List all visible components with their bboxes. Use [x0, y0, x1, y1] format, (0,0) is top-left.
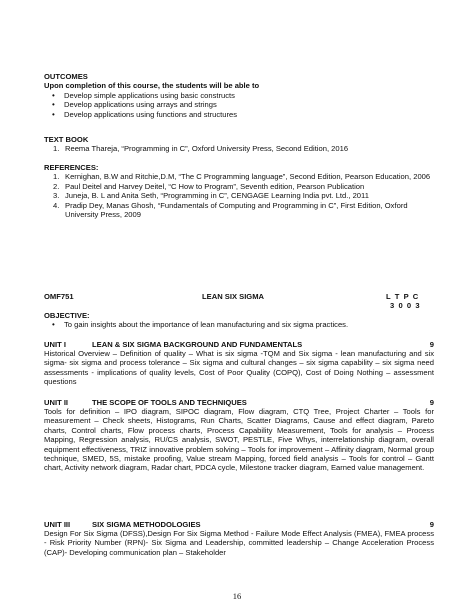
- list-item: [44, 182, 434, 191]
- objective-section: [44, 311, 434, 330]
- list-number: 1.: [53, 144, 60, 154]
- unit-hours: 9: [429, 340, 434, 349]
- outcomes-heading: OUTCOMES: [44, 72, 88, 81]
- list-number: 4.: [53, 200, 60, 210]
- list-text: Juneja, B. L and Anita Seth, “Programming in C”, CENGAGE Learning India pvt. Ltd., 2011: [65, 191, 369, 201]
- unit-title: SIX SIGMA METHODOLOGIES: [92, 520, 201, 529]
- ltpc-labels: L T P C: [386, 292, 419, 301]
- outcomes-intro: Upon completion of this course, the students will be able to: [44, 81, 260, 91]
- list-text: Paul Deitel and Harvey Deitel, “C How to Program”, Seventh edition, Pearson Publication: [65, 181, 365, 191]
- unit-body: Design For Six Sigma (DFSS),Design For Six Sigma Method - Failure Mode Effect Analysis (FMEA), FMEA process - Risk Priority Number (RPN)- Six Sigma and Leadership, committed leadership – Change Acceleration Process (CAP)- Developing communication plan – Stakeholder: [44, 529, 434, 557]
- list-item: • Develop simple applications using basic constructs: [44, 91, 434, 100]
- list-number: 2.: [53, 181, 60, 191]
- references-list: [44, 172, 434, 219]
- list-number: 1.: [53, 172, 60, 182]
- unit-title: LEAN & SIX SIGMA BACKGROUND AND FUNDAMENTALS: [92, 340, 303, 349]
- unit-label: UNIT III: [44, 520, 71, 529]
- textbook-heading: TEXT BOOK: [44, 135, 89, 144]
- unit-hours: 9: [429, 520, 434, 529]
- textbook-list: [44, 144, 434, 153]
- objective-heading: OBJECTIVE:: [44, 311, 90, 320]
- list-text: Pradip Dey, Manas Ghosh, “Fundamentals of Computing and Programming in C”, First Edition, Oxford University Press, 2009: [65, 200, 408, 220]
- textbook-section: [44, 135, 434, 154]
- unit-label: UNIT II: [44, 398, 69, 407]
- course-header: [44, 292, 434, 312]
- unit-hours: 9: [429, 398, 434, 407]
- outcomes-list: [44, 91, 434, 119]
- course-title: LEAN SIX SIGMA: [202, 292, 265, 301]
- ltpc-values: 3 0 0 3: [390, 301, 420, 310]
- references-section: [44, 163, 434, 219]
- objective-list: [44, 320, 434, 329]
- unit-title: THE SCOPE OF TOOLS AND TECHNIQUES: [92, 398, 247, 407]
- unit-label: UNIT I: [44, 340, 66, 349]
- references-heading: REFERENCES:: [44, 163, 99, 172]
- list-number: 3.: [53, 191, 60, 201]
- list-item: • Develop applications using arrays and strings: [44, 100, 434, 109]
- list-item: • Develop applications using functions and structures: [44, 110, 434, 119]
- page-number: 16: [232, 591, 242, 601]
- course-code: OMF751: [44, 292, 74, 301]
- list-item: [44, 144, 434, 153]
- unit-body: Tools for definition – IPO diagram, SIPOC diagram, Flow diagram, CTQ Tree, Project Charter – Tools for measurement – Check sheets, Histograms, Run Charts, Scatter Diagrams, Cause and effect diagram, Pareto charts, Control charts, Flow process charts, Process Capability Measurement, Tools for analysis – Process Mapping, Regression analysis, RU/CS analysis, SWOT, PESTLE, Five Whys, interrelationship diagram, overall equipment effectiveness, TRIZ innovative problem solving – Tools for improvement – Affinity diagram, Normal group technique, SMED, 5S, mistake proofing, Value stream Mapping, forced field analysis – Tools for control – Gantt chart, Activity network diagram, Radar chart, PDCA cycle, Milestone tracker diagram, Earned value management.: [44, 407, 434, 473]
- unit-body: Historical Overview – Definition of quality – What is six sigma -TQM and Six sigma - lean manufacturing and six sigma- six sigma and process tolerance – Six sigma and cultural changes – six sigma capability – six sigma need assessments - implications of quality levels, Cost of Poor Quality (COPQ), Cost of Doing Nothing – assessment questions: [44, 349, 434, 387]
- list-item: [44, 201, 434, 220]
- list-item: [44, 191, 434, 200]
- list-text: Reema Thareja, “Programming in C”, Oxford University Press, Second Edition, 2016: [65, 144, 349, 154]
- outcomes-section: [44, 72, 434, 119]
- list-text: Kernighan, B.W and Ritchie,D.M, “The C Programming language”, Second Edition, Pearson Education, 2006: [65, 172, 431, 182]
- list-item: • To gain insights about the importance of lean manufacturing and six sigma practices.: [44, 320, 434, 329]
- list-item: [44, 172, 434, 181]
